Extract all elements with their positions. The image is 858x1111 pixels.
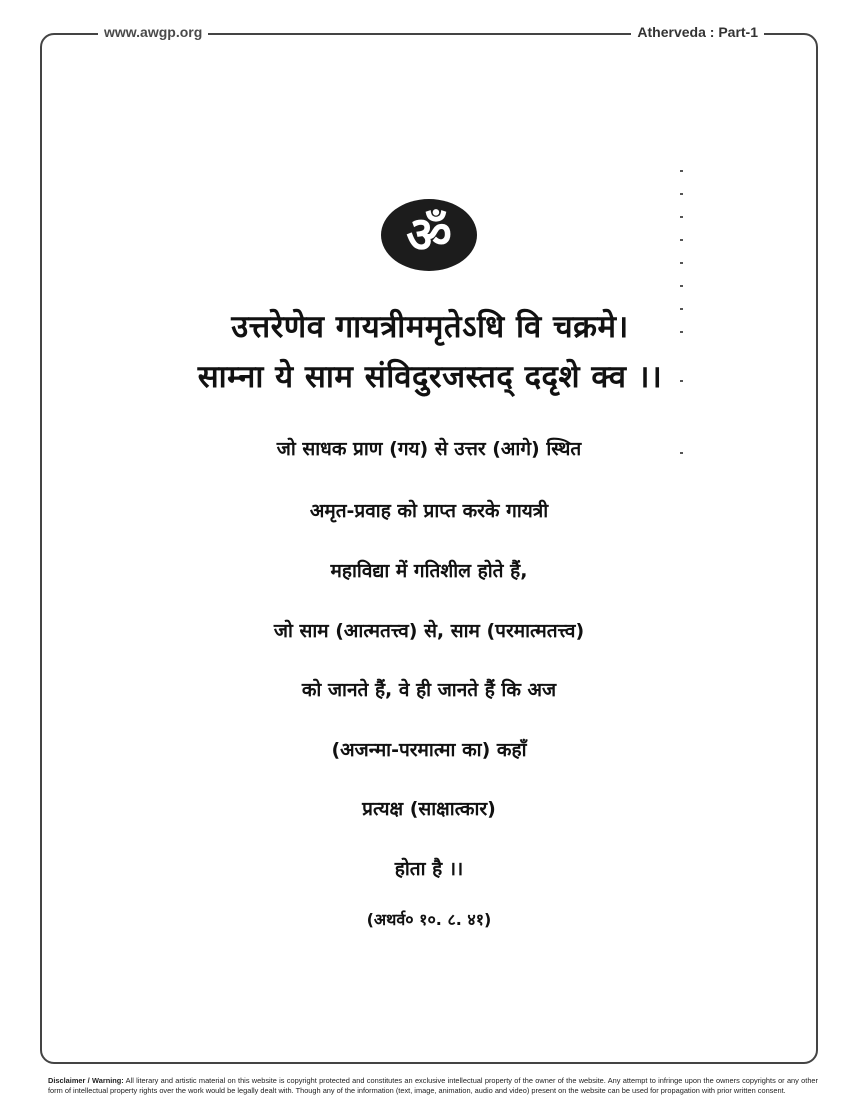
om-symbol: ॐ xyxy=(406,206,452,264)
translation-line-2: अमृत-प्रवाह को प्राप्त करके गायत्री xyxy=(309,500,549,522)
om-icon xyxy=(381,199,477,271)
translation-line-1: जो साधक प्राण (गय) से उत्तर (आगे) स्थित xyxy=(276,438,582,460)
verse-line-1: उत्तरेणेव गायत्रीममृतेऽधि वि चक्रमे। xyxy=(231,309,629,345)
scan-edge-marks xyxy=(680,170,684,460)
book-title: Atherveda : Part-1 xyxy=(631,23,764,41)
translation-line-3: महाविद्या में गतिशील होते हैं, xyxy=(330,560,528,582)
disclaimer xyxy=(48,1076,818,1096)
site-url[interactable]: www.awgp.org xyxy=(98,23,208,41)
translation-line-5: को जानते हैं, वे ही जानते हैं कि अज xyxy=(301,679,557,701)
translation-line-6: (अजन्मा-परमात्मा का) कहाँ xyxy=(331,739,527,761)
translation-line-7: प्रत्यक्ष (साक्षात्कार) xyxy=(362,798,496,820)
translation-line-4: जो साम (आत्मतत्त्व) से, साम (परमात्मतत्त्व) xyxy=(273,620,585,642)
disclaimer-label: Disclaimer / Warning: xyxy=(48,1076,124,1085)
verse-line-2: साम्ना ये साम संविदुरजस्तद् ददृशे क्व ।। xyxy=(197,359,663,395)
verse-citation: (अथर्व० १०. ८. ४१) xyxy=(366,910,492,929)
disclaimer-text: All literary and artistic material on this website is copyright protected and constitutes an exclusive intellectual property of the owner of the website. Any attempt to infringe upon the owners copyrights or any other form of intellectual property rights over the work would be legally dealt with. Though any of the information (text, image, animation, audio and video) present on the website can be used for propagation with prior written consent. xyxy=(48,1076,818,1095)
translation-line-8: होता है ।। xyxy=(394,858,464,880)
